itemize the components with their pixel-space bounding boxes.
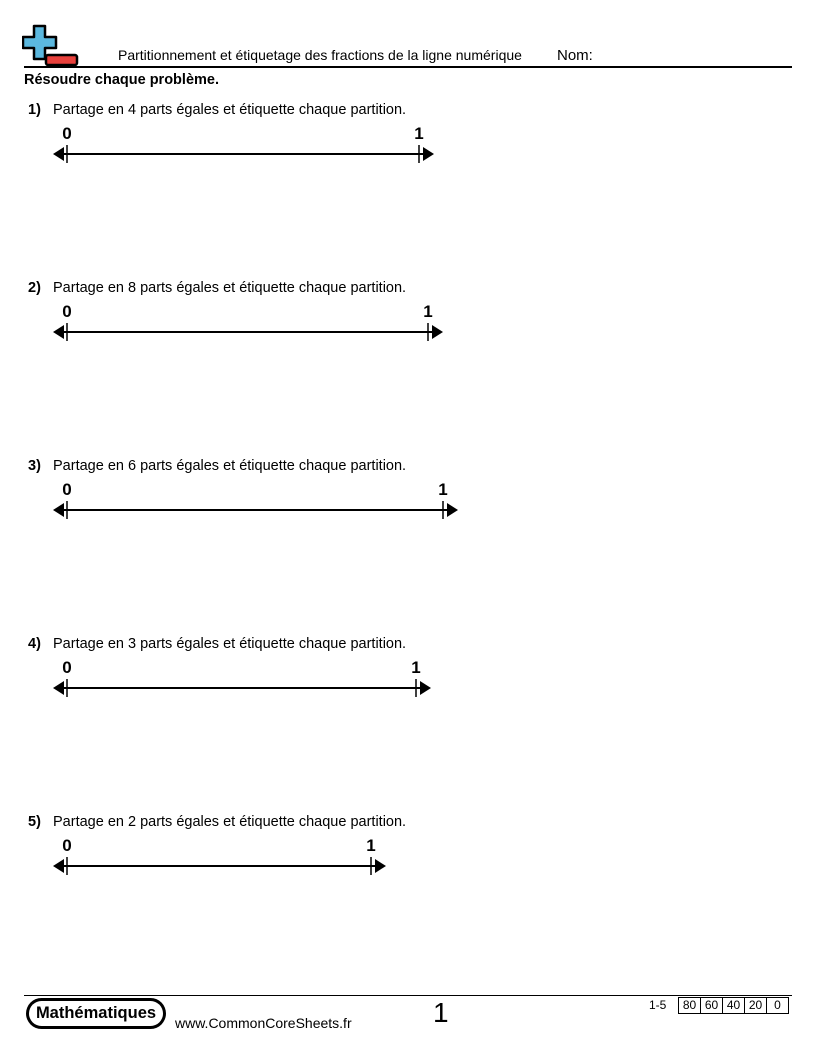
problem-number: 5) — [28, 814, 41, 830]
score-cell: 0 — [774, 998, 781, 1012]
score-range-label: 1-5 — [649, 998, 667, 1012]
problem-text: Partage en 3 parts égales et étiquette chaque partition. — [53, 636, 407, 652]
plus-minus-logo-icon — [22, 24, 80, 68]
end-label: 1 — [411, 658, 421, 677]
score-cell: 80 — [679, 998, 701, 1013]
name-field-label: Nom: — [557, 47, 593, 64]
start-label: 0 — [62, 302, 72, 321]
end-label: 1 — [438, 480, 448, 499]
number-line[interactable] — [50, 122, 450, 166]
number-line[interactable] — [50, 300, 450, 344]
worksheet-title: Partitionnement et étiquetage des fractions de la ligne numérique — [118, 47, 522, 63]
start-label: 0 — [62, 836, 72, 855]
number-line[interactable] — [50, 656, 450, 700]
end-label: 1 — [414, 124, 424, 143]
end-label: 1 — [366, 836, 376, 855]
score-cell: 20 — [745, 998, 767, 1013]
problem-text: Partage en 4 parts égales et étiquette chaque partition. — [53, 102, 407, 118]
problem-number: 1) — [28, 102, 41, 118]
instructions: Résoudre chaque problème. — [24, 72, 219, 88]
start-label: 0 — [62, 658, 72, 677]
score-cell: 60 — [701, 998, 723, 1013]
number-line[interactable] — [50, 834, 410, 878]
subject-badge — [26, 998, 166, 1029]
problem-text: Partage en 6 parts égales et étiquette chaque partition. — [53, 458, 407, 474]
page-number: 1 — [433, 997, 449, 1028]
problem-number: 4) — [28, 636, 41, 652]
header-divider — [24, 66, 792, 68]
site-url: www.CommonCoreSheets.fr — [175, 1015, 352, 1031]
problem-text: Partage en 8 parts égales et étiquette chaque partition. — [53, 280, 407, 296]
problem-text: Partage en 2 parts égales et étiquette chaque partition. — [53, 814, 407, 830]
start-label: 0 — [62, 480, 72, 499]
problem-number: 3) — [28, 458, 41, 474]
footer-divider — [24, 995, 792, 996]
start-label: 0 — [62, 124, 72, 143]
score-table — [678, 997, 789, 1014]
subject-label: Mathématiques — [29, 1001, 163, 1026]
score-cell: 40 — [723, 998, 745, 1013]
problem-number: 2) — [28, 280, 41, 296]
number-line[interactable] — [50, 478, 470, 522]
end-label: 1 — [423, 302, 433, 321]
